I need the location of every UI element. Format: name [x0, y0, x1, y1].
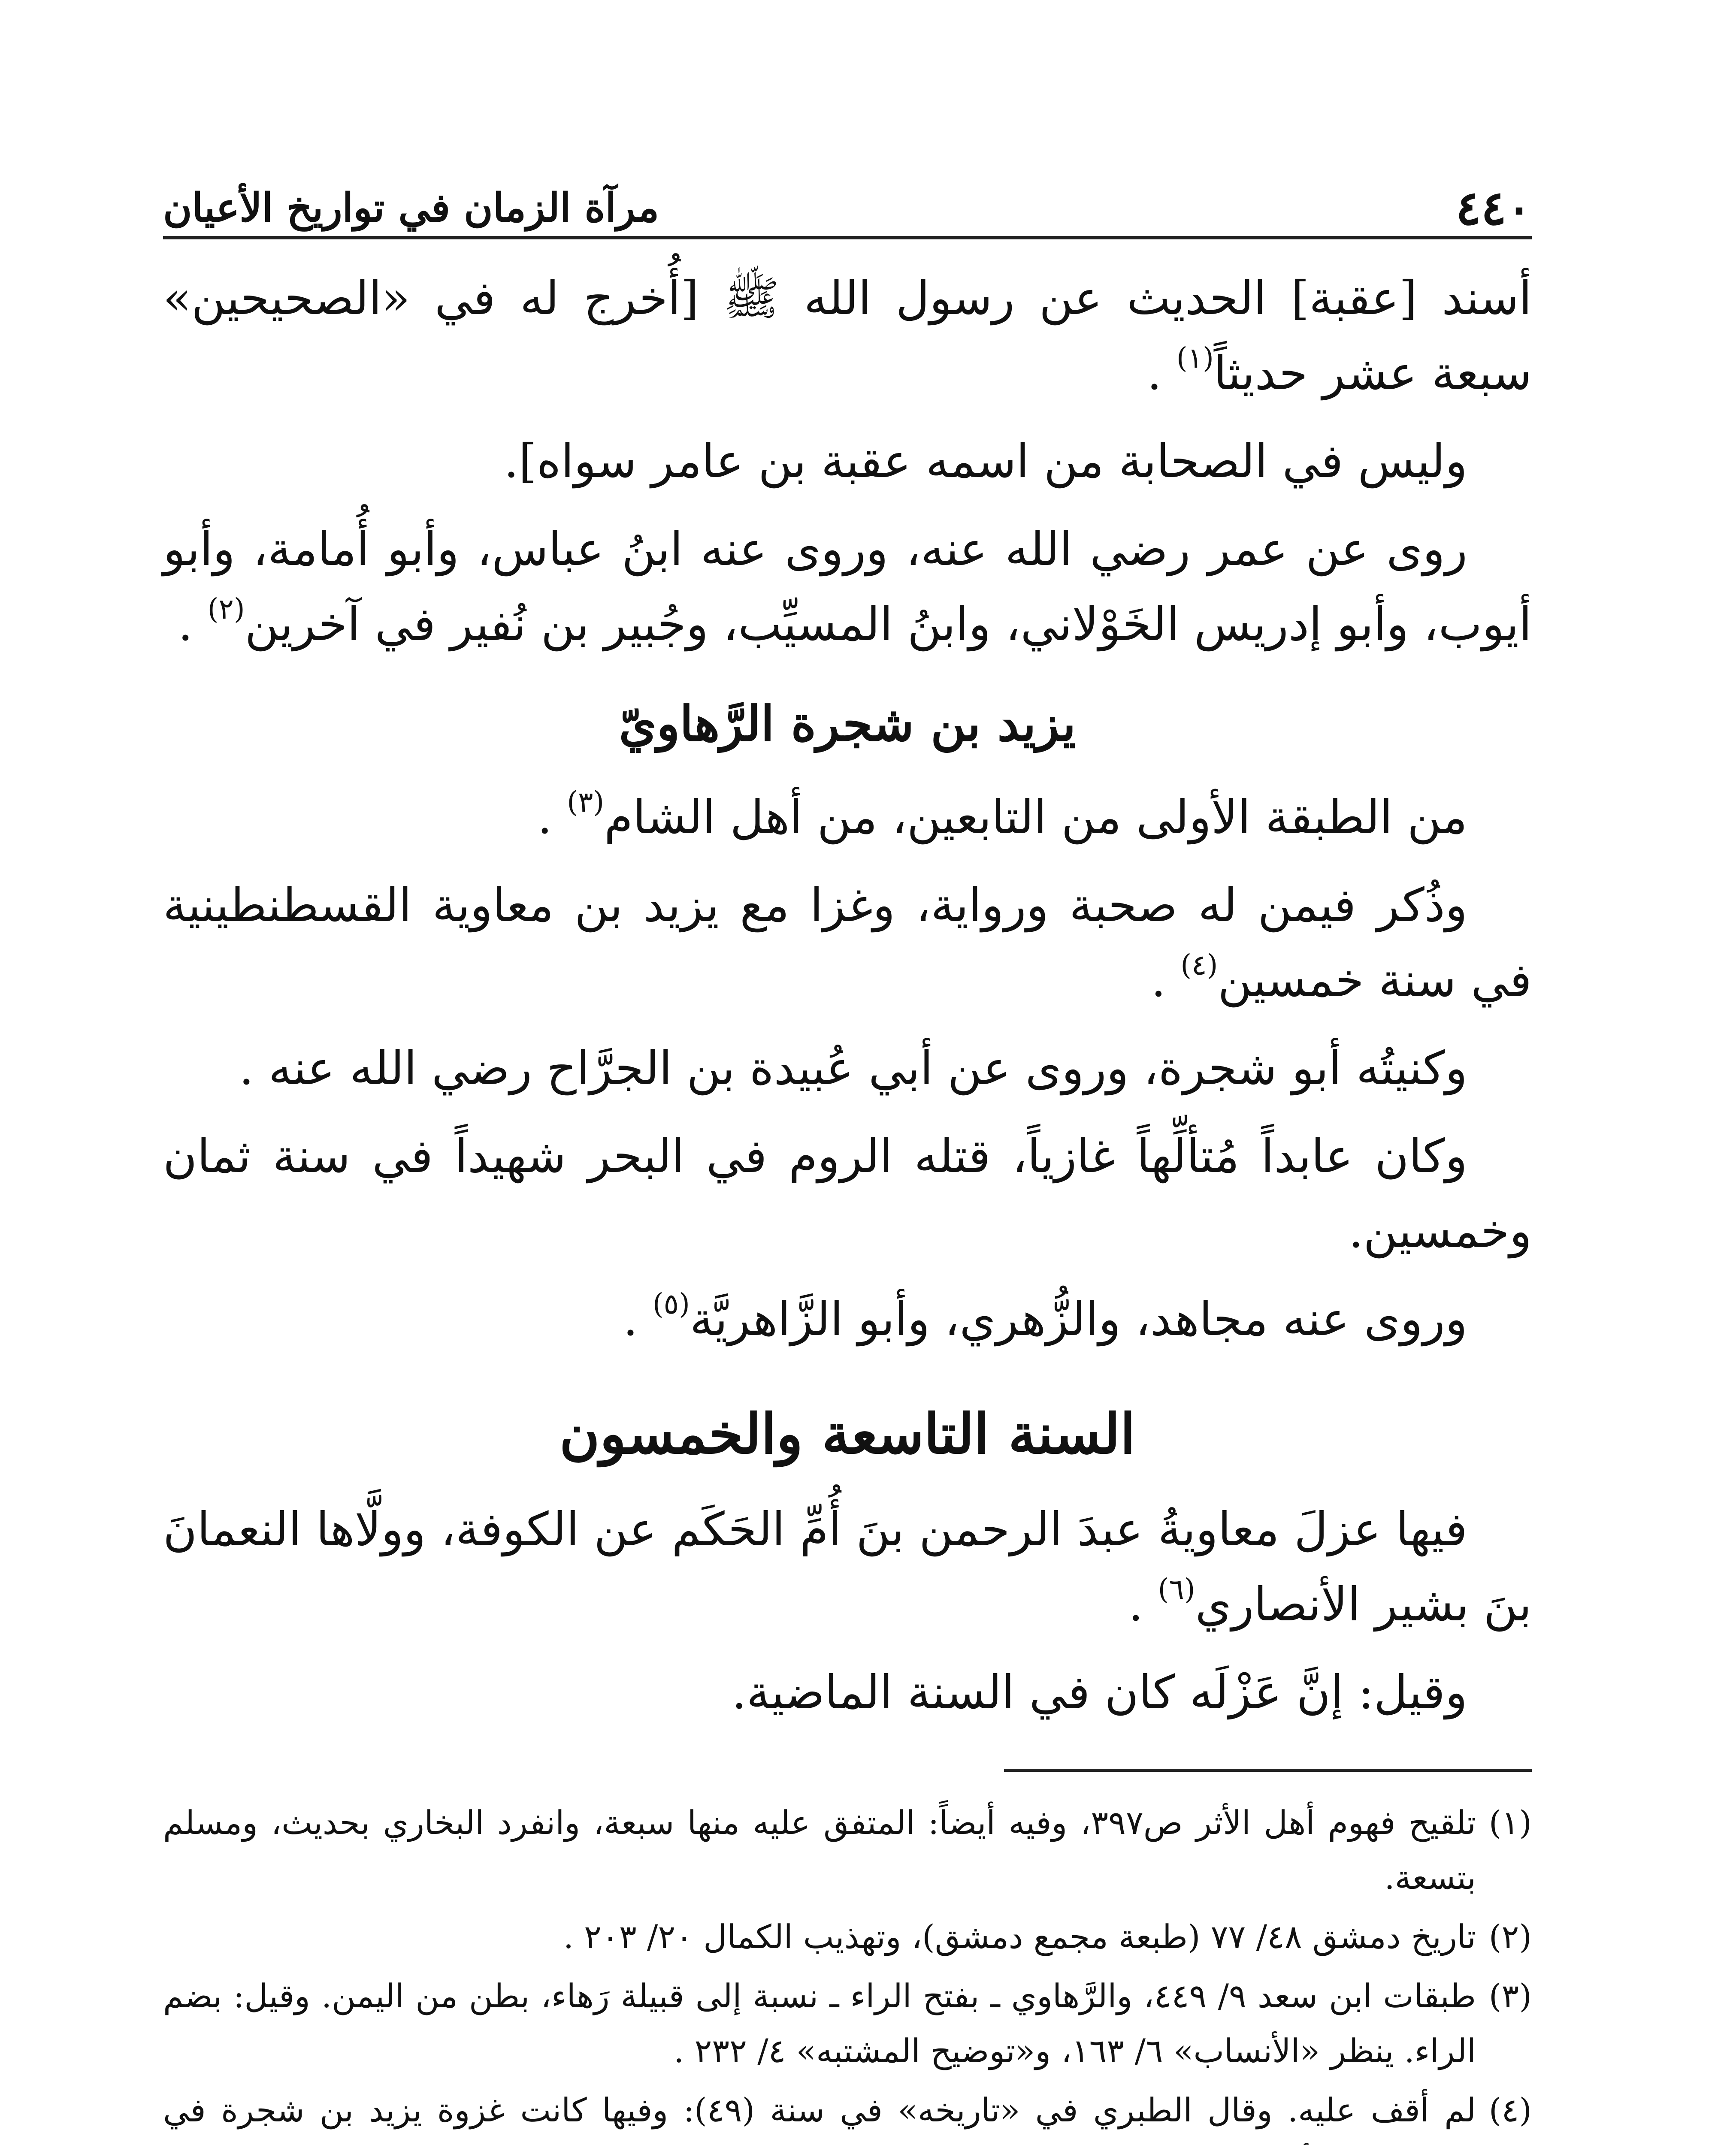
footnote: [163, 2083, 1532, 2145]
footnote-number: (٣): [1488, 1977, 1532, 2015]
footnote: [163, 1969, 1532, 2079]
footnote-ref: (٢): [207, 592, 245, 625]
paragraph: وقيل: إنَّ عَزْلَه كان في السنة الماضية.: [732, 1666, 1467, 1719]
book-page: [163, 129, 1532, 2145]
footnote-text: طبقات ابن سعد ٩/ ٤٤٩، والرَّهاوي ـ بفتح الراء ـ نسبة إلى قبيلة رَهاء، بطن من اليمن. وقيل: بضم الراء. ينظر «الأنساب» ٦/ ١٦٣، و«توضيح المشتبه» ٤/ ٢٣٢ .: [163, 1977, 1476, 2070]
footnote-text: لم أقف عليه. وقال الطبري في «تاريخه» في سنة (٤٩): وفيها كانت غزوة يزيد بن شجرة في: [163, 2091, 1476, 2129]
main-text: [163, 261, 1532, 1730]
year-heading: السنة التاسعة والخمسون: [559, 1402, 1136, 1466]
paragraph: وكنيتُه أبو شجرة، وروى عن أبي عُبيدة بن الجرَّاح رضي الله عنه .: [239, 1042, 1467, 1095]
section-heading: يزيد بن شجرة الرَّهاويّ: [619, 696, 1076, 752]
paragraph: روى عن عمر رضي الله عنه، وروى عنه ابنُ عباس، وأبو أُمامة، وأبو أيوب، وأبو إدريس الخَوْلاني، وابنُ المسيِّب، وجُبير بن نُفير في آخرين$^{(٢)}$ .: [163, 523, 1532, 651]
paragraph: أسند [عقبة] الحديث عن رسول الله ﷺ [أُخرج له في «الصحيحين» سبعة عشر حديثاً$^{(١)}$ .: [163, 272, 1532, 400]
footnote-ref: (٤): [1180, 949, 1218, 982]
paragraph: وكان عابداً مُتألِّهاً غازياً، قتله الروم في البحر شهيداً في سنة ثمان وخمسين.: [163, 1130, 1532, 1258]
paragraph: وروى عنه مجاهد، والزُّهري، وأبو الزَّاهريَّة$^{(٥)}$ .: [623, 1287, 1467, 1346]
paragraph: فيها عزلَ معاويةُ عبدَ الرحمن بنَ أُمِّ الحَكَم عن الكوفة، وولَّاها النعمانَ بنَ بشير الأنصاري$^{(٦)}$ .: [163, 1503, 1532, 1631]
page-number: ٤٤٠: [1455, 180, 1532, 236]
footnote-ref: (٦): [1158, 1573, 1195, 1606]
footnote-text: تاريخ دمشق ٤٨/ ٧٧ (طبعة مجمع دمشق)، وتهذيب الكمال ٢٠/ ٢٠٣ .: [563, 1918, 1476, 1956]
footnote-text: تلقيح فهوم أهل الأثر ص٣٩٧، وفيه أيضاً: المتفق عليه منها سبعة، وانفرد البخاري بحديث، ومسلم بتسعة.: [163, 1804, 1476, 1897]
footnote-number: (٤): [1488, 2091, 1532, 2129]
footnote-ref: (٥): [652, 1287, 690, 1320]
footnote-ref: (١): [1176, 341, 1214, 375]
footnote-number: (٢): [1488, 1918, 1532, 1956]
page-header: [163, 129, 1532, 239]
footnote-number: (١): [1488, 1804, 1532, 1842]
paragraph: من الطبقة الأولى من التابعين، من أهل الشام$^{(٣)}$ .: [537, 785, 1467, 844]
footnote: [163, 1909, 1532, 1964]
footnote: [163, 1795, 1532, 1905]
paragraph: وذُكر فيمن له صحبة ورواية، وغزا مع يزيد بن معاوية القسطنطينية في سنة خمسين$^{(٤)}$ .: [163, 879, 1532, 1007]
paragraph: وليس في الصحابة من اسمه عقبة بن عامر سواه].: [504, 435, 1467, 488]
running-title: مرآة الزمان في تواريخ الأعيان: [163, 184, 659, 231]
footnote-ref: (٣): [567, 785, 605, 819]
footnotes: [163, 1795, 1532, 2145]
footnote-separator: [1004, 1769, 1532, 1772]
